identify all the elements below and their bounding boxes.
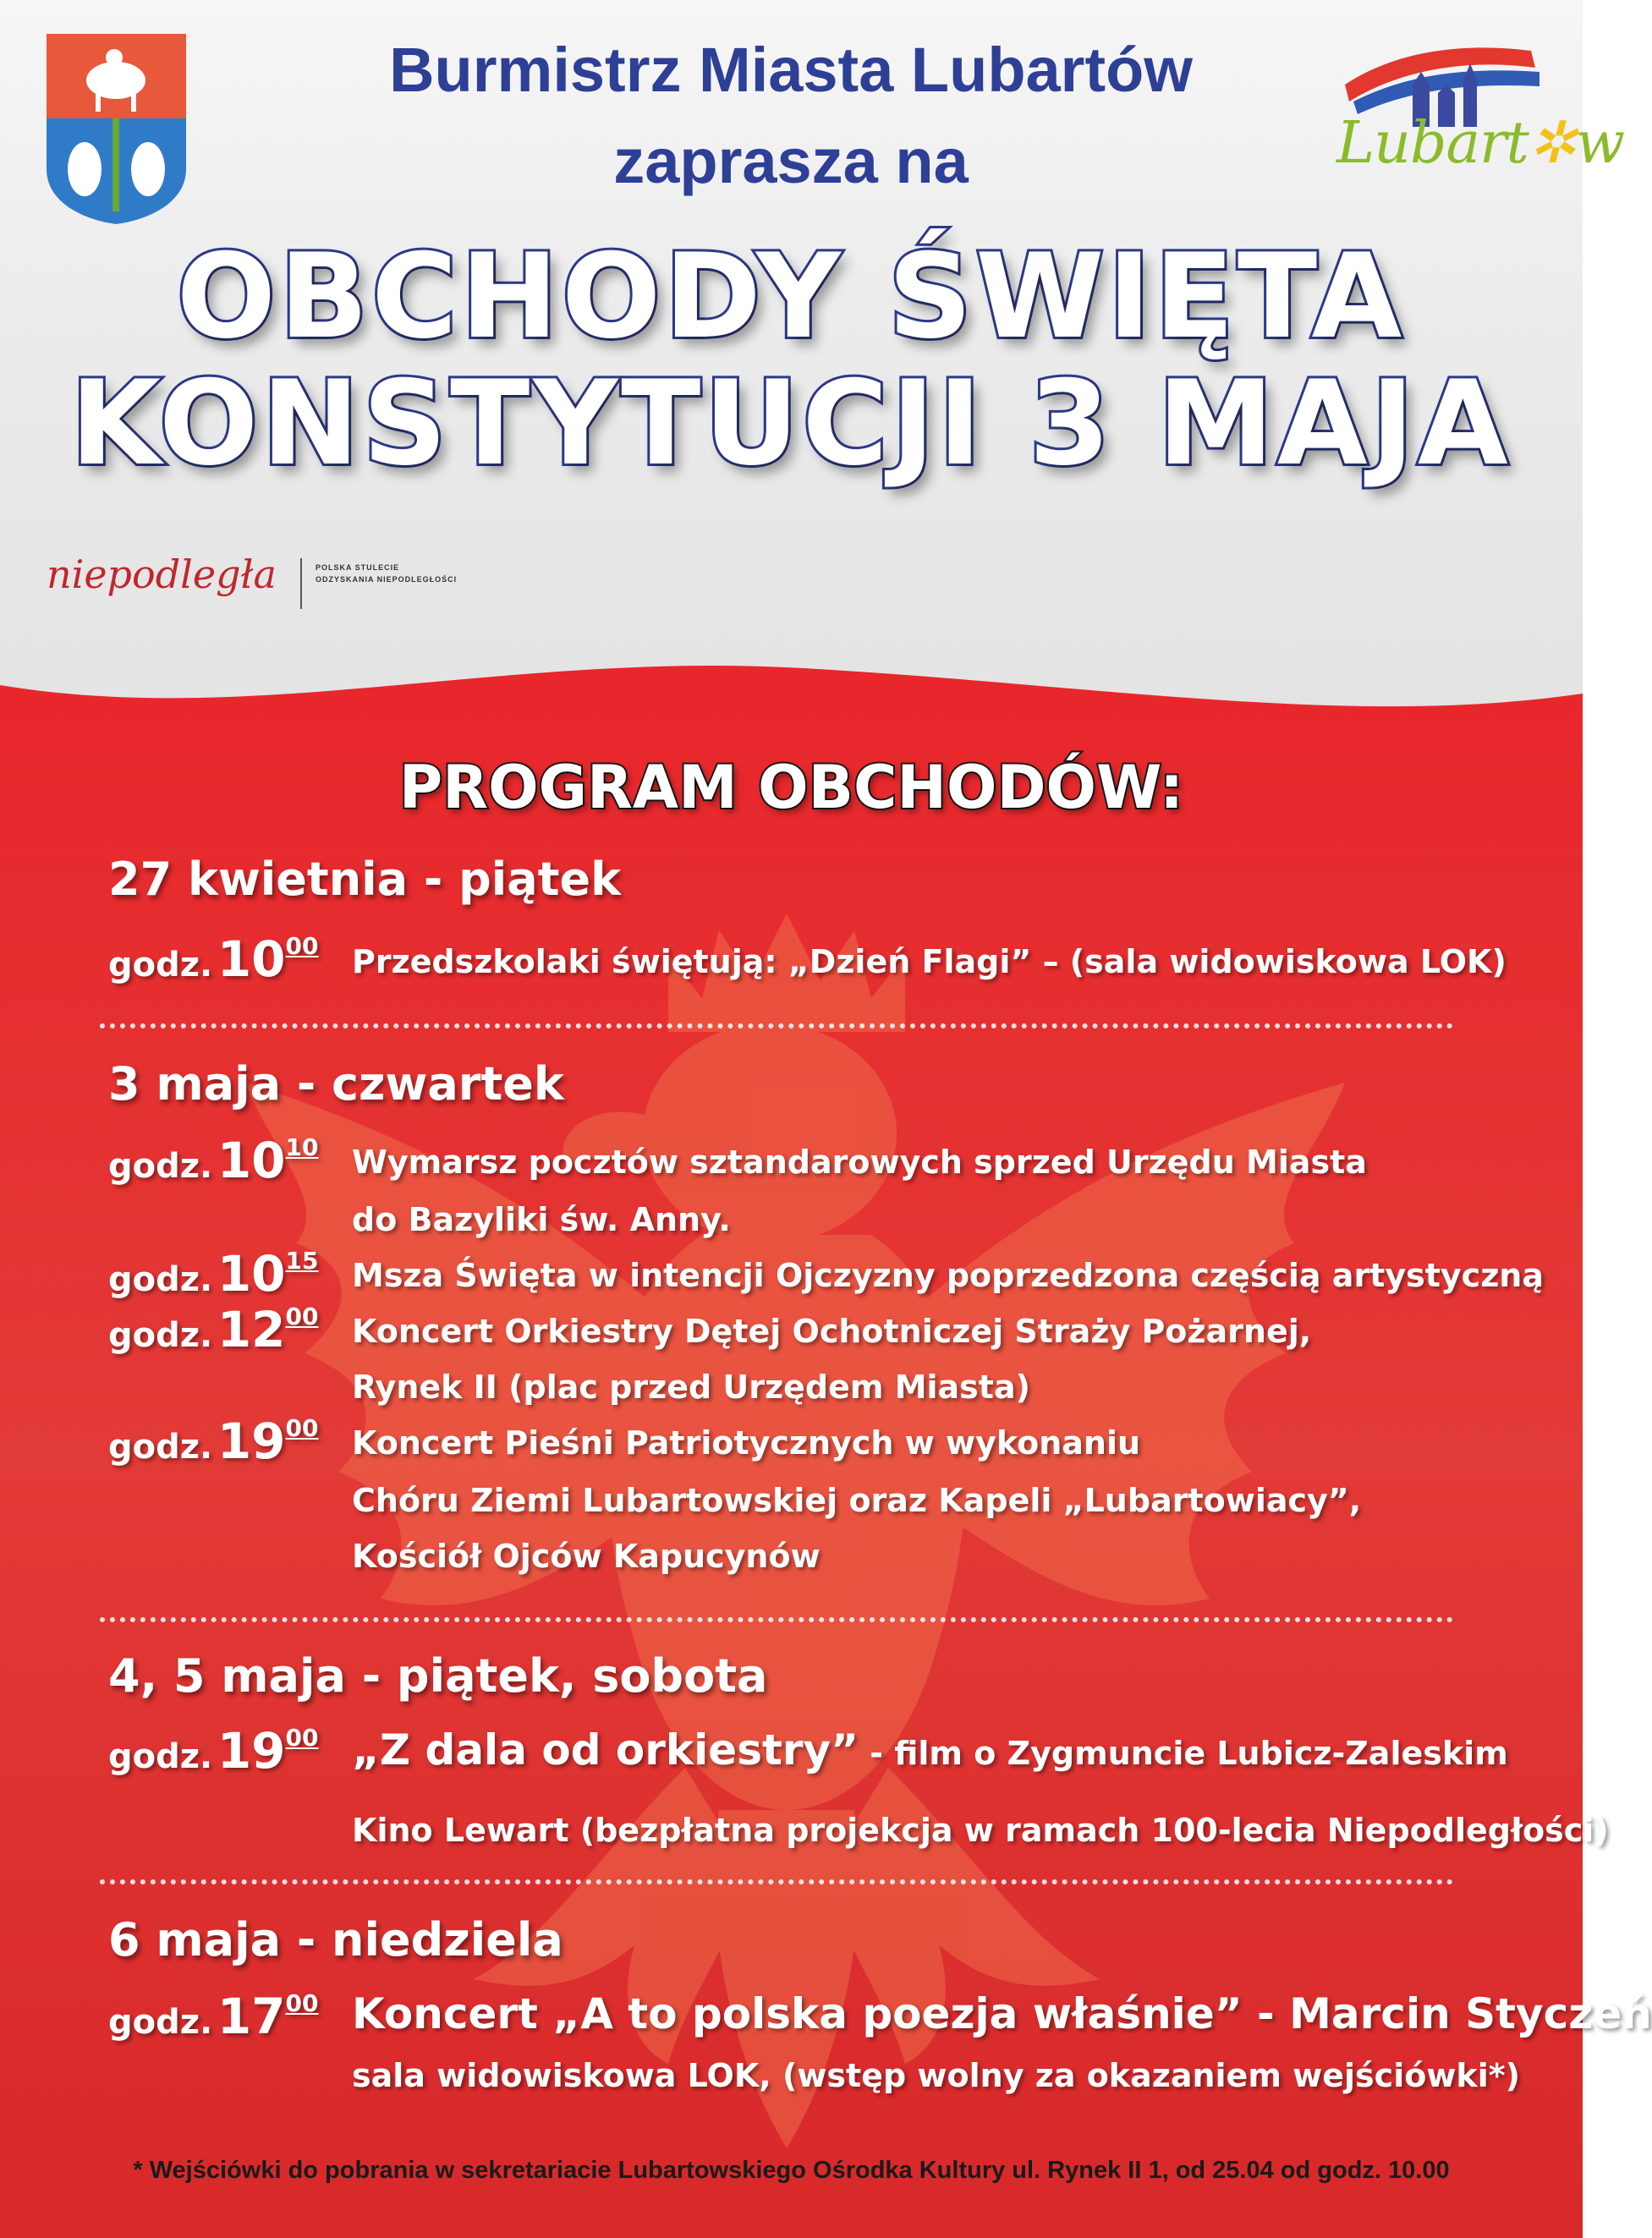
day-label: 27 kwietnia - piątek [108,853,622,906]
event-description: sala widowiskowa LOK, (wstęp wolny za okazaniem wejściówki*) [352,2057,1520,2094]
day-label: 4, 5 maja - piątek, sobota [108,1649,768,1703]
event-description: Rynek II (plac przed Urzędem Miasta) [352,1369,1030,1406]
event-time: godz. 1200 [108,1301,319,1358]
film-title: „Z dala od orkiestry” [352,1725,859,1774]
event-description: Koncert Pieśni Patriotycznych w wykonaniu [352,1424,1141,1462]
dotted-separator [100,1617,1453,1622]
program-heading: PROGRAM OBCHODÓW: [398,753,1184,822]
event-description: Kościół Ojców Kapucynów [352,1538,821,1575]
event-time: godz. 1010 [108,1132,319,1189]
event-time: godz. 1900 [108,1722,319,1780]
event-description: Przedszkolaki świętują: „Dzień Flagi” – (sala widowiskowa LOK) [352,943,1507,980]
event-time: godz. 1700 [108,1988,319,2045]
day-label: 3 maja - czwartek [108,1057,564,1111]
day-label: 6 maja - niedziela [108,1913,563,1966]
niepodlegla-script: niepodległa [47,551,277,597]
main-title-line-2: KONSTYTUCJI 3 MAJA [70,355,1512,491]
event-description: Wymarsz pocztów sztandarowych sprzed Urzędu Miasta [352,1144,1367,1181]
event-time: godz. 1000 [108,930,319,988]
event-time: godz. 1015 [108,1245,319,1303]
event-time: godz. 1900 [108,1412,319,1470]
event-description: Chóru Ziemi Lubartowskiej oraz Kapeli „Lubartowiacy”, [352,1482,1362,1519]
film-subtitle: - film o Zygmuncie Lubicz-Zaleskim [858,1735,1508,1772]
event-description: Msza Święta w intencji Ojczyzny poprzedzona częścią artystyczną [352,1257,1545,1294]
header-line-2: zaprasza na [613,126,969,196]
event-description [352,1725,1508,1774]
main-title-line-1: OBCHODY ŚWIĘTA [176,228,1406,365]
event-description: Koncert Orkiestry Dętej Ochotniczej Straży Pożarnej, [352,1313,1312,1350]
dotted-separator [100,1879,1453,1884]
event-description: do Bazyliki św. Anny. [352,1201,731,1238]
city-brand-text: Lubart✲w [1336,110,1625,177]
event-description: Kino Lewart (bezpłatna projekcja w ramach 100-lecia Niepodległości) [352,1812,1609,1849]
niepodlegla-subtitle: POLSKA STULECIE ODZYSKANIA NIEPODLEGŁOŚCI [316,563,458,584]
header-line-1: Burmistrz Miasta Lubartów [389,35,1193,105]
concert-title: Koncert „A to polska poezja właśnie” - Marcin Styczeń [352,1989,1652,2038]
dotted-separator [100,1023,1453,1028]
footnote: * Wejściówki do pobrania w sekretariacie Lubartowskiego Ośrodka Kultury ul. Rynek II 1, od 25.04 od godz. 10.00 [133,2157,1450,2184]
